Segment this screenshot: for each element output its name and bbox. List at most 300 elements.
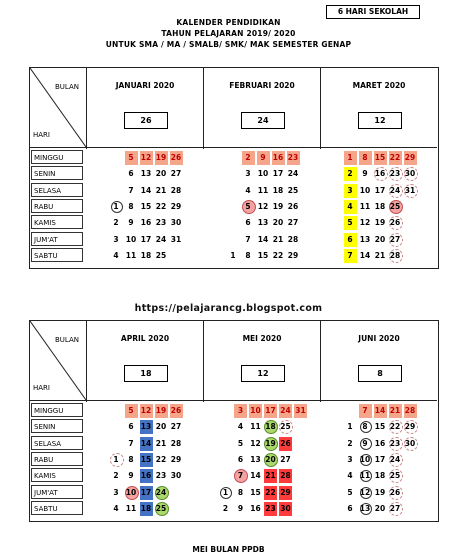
date-cell [344,184,357,198]
day-label-selasa: SELASA [31,183,83,197]
date-number: 8 [362,422,368,432]
date-cell [264,404,277,418]
date-cell [257,233,270,247]
date-cell [242,249,255,263]
date-cell [234,453,247,467]
date-cell [140,404,153,418]
date-cell [242,167,255,181]
date-cell [344,437,357,451]
date-number: 9 [362,169,368,179]
date-number: 14 [374,406,386,415]
date-cell [234,469,247,483]
date-number: 20 [272,218,284,228]
date-cell [374,151,387,165]
date-number: 25 [389,201,401,211]
empty-date-cell [404,216,417,230]
date-cell [155,469,168,483]
empty-date-cell [404,249,417,263]
date-cell [249,404,262,418]
date-cell [359,249,372,263]
date-number: 1 [113,201,119,211]
date-number: 28 [170,438,182,448]
date-cell [125,502,138,516]
date-number: 29 [287,250,299,260]
date-cell [374,167,387,181]
date-number: 25 [280,422,291,432]
empty-date-cell [110,184,123,198]
date-cell [344,167,357,181]
date-number: 7 [237,471,244,481]
date-number: 12 [140,406,152,415]
date-cell [140,469,153,483]
date-cell [155,404,168,418]
date-number: 28 [280,471,291,481]
date-number: 2 [347,438,353,448]
date-number: 10 [359,185,371,195]
date-number: 22 [272,250,284,260]
date-cell [170,167,183,181]
date-number: 16 [374,169,386,179]
date-cell [272,151,285,165]
date-number: 16 [140,471,152,481]
date-number: 3 [237,406,244,415]
date-cell [374,420,387,434]
date-number: 16 [272,153,284,162]
date-cell [140,502,153,516]
date-number: 11 [125,250,137,260]
empty-date-cell [219,404,232,418]
date-number: 8 [237,487,244,497]
date-cell [155,502,168,516]
date-cell [155,151,168,165]
day-label-sabtu: SABTU [31,248,83,262]
date-cell [110,200,123,214]
effective-days-count: 12 [241,365,285,382]
header-divider [86,67,87,149]
date-cell [155,184,168,198]
date-number: 11 [359,201,371,211]
date-number: 8 [362,153,368,162]
date-number: 20 [374,503,386,513]
date-number: 3 [113,234,119,244]
date-cell [344,486,357,500]
date-number: 14 [359,250,371,260]
date-cell [125,420,138,434]
empty-date-cell [219,453,232,467]
date-number: 18 [265,422,276,432]
date-number: 15 [140,201,152,211]
date-cell [287,233,300,247]
date-cell [140,453,153,467]
date-number: 4 [113,250,119,260]
date-cell [249,502,262,516]
date-number: 23 [155,218,167,228]
date-cell [170,437,183,451]
date-number: 10 [125,487,137,497]
header-bottom-line [29,400,437,401]
date-number: 11 [359,471,371,481]
date-cell [389,249,402,263]
date-number: 29 [170,201,182,211]
date-number: 8 [245,250,251,260]
date-cell [344,233,357,247]
date-cell [359,437,372,451]
date-number: 5 [128,153,134,162]
date-cell [344,469,357,483]
date-number: 1 [222,487,229,497]
date-number: 4 [245,185,251,195]
date-number: 27 [170,422,182,432]
date-cell [110,486,123,500]
date-number: 21 [155,185,167,195]
empty-date-cell [294,437,307,451]
date-number: 2 [113,471,119,481]
date-number: 10 [359,454,371,464]
date-cell [264,453,277,467]
date-cell [170,184,183,198]
date-number: 3 [347,185,353,195]
empty-date-cell [227,200,240,214]
empty-date-cell [404,469,417,483]
date-number: 29 [280,487,291,497]
date-cell [279,486,292,500]
date-number: 13 [140,422,152,432]
date-cell [227,249,240,263]
day-label-kamis: KAMIS [31,468,83,482]
empty-date-cell [404,200,417,214]
date-number: 7 [128,185,134,195]
empty-date-cell [344,404,357,418]
date-cell [374,469,387,483]
date-cell [287,249,300,263]
date-number: 28 [287,234,299,244]
date-cell [170,233,183,247]
date-number: 8 [128,454,134,464]
date-number: 4 [237,422,244,432]
date-number: 3 [113,487,119,497]
date-number: 9 [362,438,368,448]
date-number: 7 [245,234,251,244]
date-number: 9 [237,503,244,513]
date-cell [272,216,285,230]
date-number: 6 [347,503,353,513]
date-cell [389,200,402,214]
day-label-minggu: MINGGU [31,403,83,417]
date-number: 11 [125,503,137,513]
empty-date-cell [404,233,417,247]
header-divider [203,67,204,149]
date-cell [140,200,153,214]
date-cell [125,453,138,467]
day-label-minggu: MINGGU [31,150,83,164]
date-cell [389,420,402,434]
date-cell [155,486,168,500]
date-number: 9 [128,218,134,228]
date-number: 27 [280,454,291,464]
date-number: 23 [287,153,299,162]
date-number: 15 [257,250,269,260]
date-number: 14 [140,185,152,195]
empty-date-cell [294,502,307,516]
date-number: 26 [170,153,182,162]
footer-note: MEI BULAN PPDB [192,545,265,554]
date-cell [359,453,372,467]
date-number: 23 [265,503,276,513]
date-number: 12 [140,153,152,162]
date-cell [170,469,183,483]
date-number: 31 [295,406,306,415]
date-number: 3 [245,169,251,179]
date-cell [272,249,285,263]
empty-date-cell [110,404,123,418]
date-cell [234,486,247,500]
date-number: 30 [170,471,182,481]
empty-date-cell [404,502,417,516]
date-number: 24 [155,487,167,497]
date-number: 21 [389,406,401,415]
date-cell [110,216,123,230]
date-number: 27 [389,234,401,244]
date-number: 19 [374,487,386,497]
date-number: 5 [128,406,134,415]
date-cell [374,453,387,467]
date-cell [155,167,168,181]
date-cell [257,167,270,181]
date-number: 19 [374,218,386,228]
date-cell [374,404,387,418]
date-cell [110,502,123,516]
date-cell [359,469,372,483]
date-number: 26 [389,487,401,497]
date-number: 24 [287,169,299,179]
empty-date-cell [170,502,183,516]
date-cell [279,502,292,516]
date-cell [279,404,292,418]
date-cell [374,233,387,247]
date-cell [344,453,357,467]
date-number: 18 [140,503,152,513]
date-cell [125,486,138,500]
date-number: 21 [155,438,167,448]
month-name: JUNI 2020 [358,334,400,343]
date-cell [359,167,372,181]
date-cell [110,233,123,247]
date-number: 6 [128,422,134,432]
date-number: 12 [359,487,371,497]
date-number: 28 [170,185,182,195]
empty-date-cell [227,184,240,198]
academic-year: TAHUN PELAJARAN 2019/ 2020 [161,29,296,38]
date-cell [359,233,372,247]
hari-label: HARI [33,131,50,139]
date-cell [272,200,285,214]
day-label-senin: SENIN [31,419,83,433]
date-cell [344,200,357,214]
date-cell [242,233,255,247]
date-cell [389,216,402,230]
date-number: 23 [389,169,401,179]
date-number: 23 [155,471,167,481]
date-cell [170,404,183,418]
date-number: 27 [389,503,401,513]
effective-days-count: 8 [358,365,402,382]
date-cell [359,151,372,165]
date-cell [404,151,417,165]
header-divider [320,320,321,402]
empty-date-cell [294,420,307,434]
date-number: 30 [404,438,416,448]
date-cell [242,216,255,230]
date-number: 22 [155,201,167,211]
date-number: 8 [128,201,134,211]
date-cell [359,486,372,500]
day-label-rabu: RABU [31,452,83,466]
date-cell [264,437,277,451]
date-cell [389,404,402,418]
date-cell [359,420,372,434]
date-number: 4 [113,503,119,513]
date-cell [125,151,138,165]
date-number: 26 [287,201,299,211]
date-number: 28 [389,250,401,260]
date-cell [249,420,262,434]
date-cell [140,167,153,181]
date-cell [374,502,387,516]
date-number: 1 [230,250,236,260]
date-cell [125,200,138,214]
date-cell [287,167,300,181]
date-cell [359,216,372,230]
date-number: 6 [347,234,353,244]
date-number: 13 [257,218,269,228]
date-number: 20 [155,169,167,179]
month-name: MARET 2020 [352,81,406,90]
date-cell [140,184,153,198]
date-number: 18 [272,185,284,195]
date-number: 17 [265,406,276,415]
date-number: 31 [404,185,416,195]
date-number: 7 [347,250,353,260]
date-cell [404,184,417,198]
date-cell [374,216,387,230]
date-cell [279,420,292,434]
date-cell [389,151,402,165]
date-cell [110,249,123,263]
empty-date-cell [170,486,183,500]
date-number: 21 [272,234,284,244]
date-cell [389,453,402,467]
date-cell [140,437,153,451]
effective-days-count: 26 [124,112,168,129]
date-cell [125,216,138,230]
date-number: 1 [113,454,119,464]
date-number: 19 [155,406,167,415]
date-cell [389,502,402,516]
date-number: 3 [347,454,353,464]
date-number: 18 [374,201,386,211]
date-number: 6 [128,169,134,179]
date-cell [272,184,285,198]
day-label-sabtu: SABTU [31,501,83,515]
date-cell [374,486,387,500]
date-cell [279,453,292,467]
date-cell [170,420,183,434]
effective-days-count: 24 [241,112,285,129]
date-cell [242,151,255,165]
date-cell [389,437,402,451]
date-cell [140,216,153,230]
date-cell [374,184,387,198]
date-number: 27 [170,169,182,179]
date-cell [257,216,270,230]
date-number: 10 [125,234,137,244]
date-number: 2 [347,169,353,179]
date-number: 22 [389,422,401,432]
source-url[interactable]: https://pelajarancg.blogspot.com [134,303,323,314]
date-number: 13 [359,503,371,513]
date-cell [125,167,138,181]
date-cell [125,249,138,263]
date-number: 20 [374,234,386,244]
month-name: FEBRUARI 2020 [229,81,295,90]
date-cell [374,249,387,263]
empty-date-cell [227,233,240,247]
day-label-jumat: JUM'AT [31,485,83,499]
date-number: 13 [359,234,371,244]
date-cell [389,167,402,181]
date-cell [140,420,153,434]
date-cell [404,420,417,434]
date-cell [404,167,417,181]
date-number: 27 [287,218,299,228]
date-number: 15 [140,454,152,464]
empty-date-cell [294,486,307,500]
date-number: 16 [374,438,386,448]
date-number: 6 [245,218,251,228]
date-number: 25 [155,503,167,513]
date-number: 15 [374,153,386,162]
date-number: 24 [280,406,291,415]
date-cell [359,404,372,418]
date-number: 2 [245,153,251,162]
date-number: 5 [237,438,244,448]
date-cell [219,486,232,500]
day-label-selasa: SELASA [31,436,83,450]
date-number: 16 [250,503,261,513]
date-number: 17 [140,487,152,497]
date-number: 2 [222,503,229,513]
date-number: 12 [257,201,269,211]
date-cell [257,151,270,165]
date-cell [125,437,138,451]
date-number: 22 [389,153,401,162]
date-cell [404,437,417,451]
date-number: 22 [265,487,276,497]
date-number: 12 [250,438,261,448]
date-cell [257,184,270,198]
empty-date-cell [404,453,417,467]
date-cell [294,404,307,418]
header-divider [86,320,87,402]
date-number: 12 [359,218,371,228]
date-cell [140,486,153,500]
date-cell [234,502,247,516]
date-number: 14 [140,438,152,448]
effective-days-count: 18 [124,365,168,382]
date-cell [389,486,402,500]
date-cell [234,404,247,418]
calendar-title: KALENDER PENDIDIKAN [176,18,281,27]
